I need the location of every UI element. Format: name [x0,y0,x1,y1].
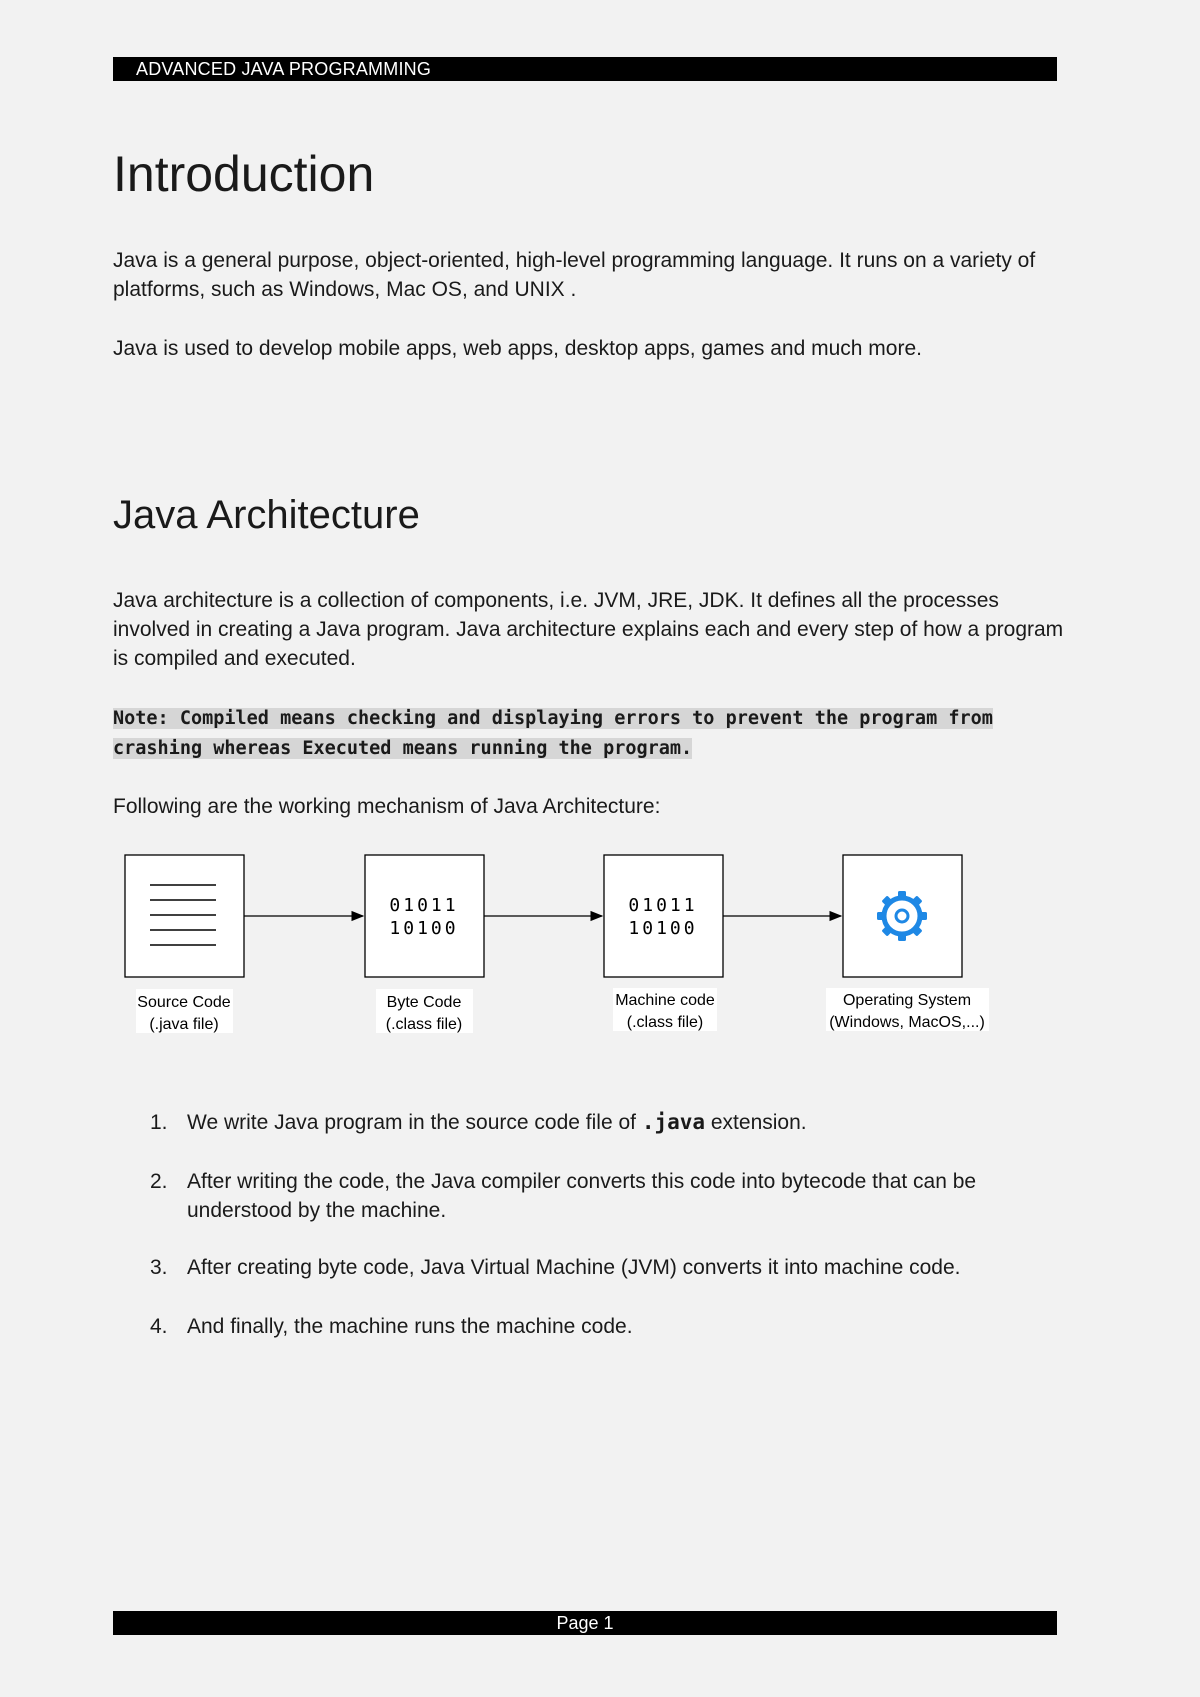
following-text: Following are the working mechanism of Java Architecture: [113,795,661,818]
steps-list [113,1108,1073,1371]
list-item [113,1108,1073,1137]
machine-code-binary-line-2: 10100 [628,918,698,939]
source-code-sublabel: (.java file) [149,1016,219,1033]
list-text: After creating byte code, Java Virtual Machine (JVM) converts it into machine code. [187,1256,961,1279]
page-footer [113,1611,1057,1635]
byte-code-sublabel: (.class file) [385,1016,463,1033]
note-box [113,704,1083,764]
list-text-pre: We write Java program in the source code file of [187,1111,642,1134]
intro-paragraph-2: Java is used to develop mobile apps, web apps, desktop apps, games and much more. [113,337,922,360]
list-item [113,1312,1073,1341]
page-header [113,57,1057,81]
note-text: Note: Compiled means checking and displaying errors to prevent the program from crashing whereas Executed means running the program. [113,708,993,759]
machine-code-binary-line-1: 01011 [628,895,698,916]
byte-code-box [365,855,484,977]
architecture-heading: Java Architecture [113,493,420,537]
list-text-post: extension. [705,1111,807,1134]
page-number: Page 1 [556,1613,614,1633]
list-item [113,1167,1073,1225]
list-number: 4. [150,1315,168,1338]
intro-paragraph-1: Java is a general purpose, object-oriented, high-level programming language. It runs on a variety of platforms, such as Windows, Mac OS, and UNIX . [113,249,1036,301]
architecture-paragraph: Java architecture is a collection of components, i.e. JVM, JRE, JDK. It defines all the processes involved in creating a Java program. Java architecture explains each and every step of how a program is compiled and executed. [113,589,1064,670]
list-text: After writing the code, the Java compiler converts this code into bytecode that can be understood by the machine. [187,1170,977,1222]
list-number: 1. [150,1111,168,1134]
source-code-box [125,855,244,977]
architecture-diagram [113,845,1013,1045]
header-title: ADVANCED JAVA PROGRAMMING [136,59,432,79]
source-code-label: Source Code [137,994,231,1011]
byte-code-label: Byte Code [386,994,462,1011]
operating-system-label: Operating System [842,992,972,1009]
list-number: 3. [150,1256,168,1279]
list-item [113,1253,1073,1282]
byte-code-binary-line-1: 01011 [389,895,459,916]
list-number: 2. [150,1170,168,1193]
machine-code-label: Machine code [615,992,715,1009]
intro-heading: Introduction [113,146,375,202]
byte-code-binary-line-2: 10100 [389,918,459,939]
java-extension-code: .java [641,1110,706,1134]
operating-system-box [843,855,962,977]
machine-code-sublabel: (.class file) [626,1014,704,1031]
list-text: And finally, the machine runs the machine code. [187,1315,633,1338]
machine-code-box [604,855,723,977]
operating-system-sublabel: (Windows, MacOS,...) [829,1014,985,1031]
